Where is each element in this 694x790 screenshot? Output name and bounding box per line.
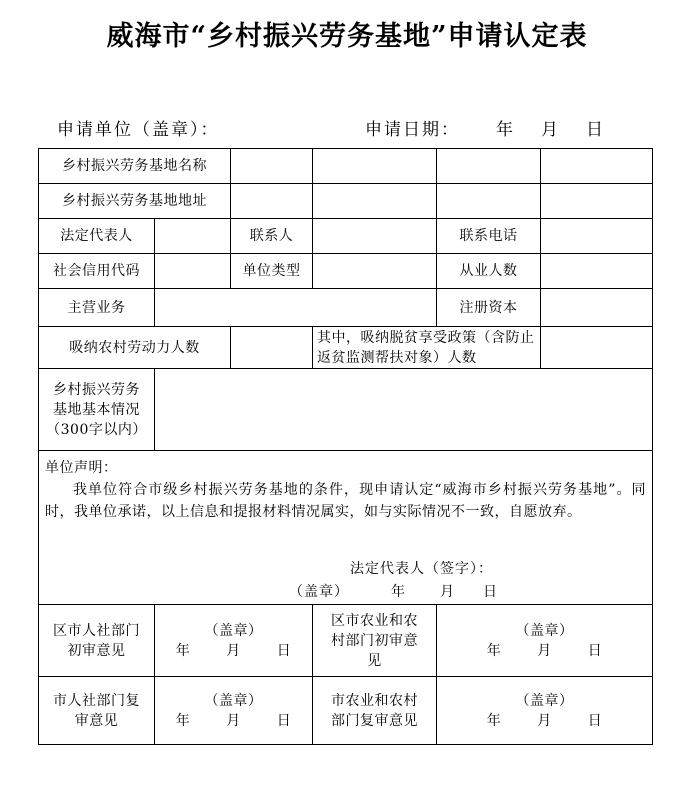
day-text: 日: [276, 712, 292, 729]
unit-type-value[interactable]: [313, 254, 437, 289]
month-text: 月: [226, 642, 241, 659]
month-text: 月: [537, 642, 552, 659]
year-text: 年: [486, 712, 502, 729]
city-agri-opinion[interactable]: [437, 677, 653, 745]
main-business-value[interactable]: [155, 289, 437, 327]
base-name-value-3[interactable]: [437, 149, 541, 184]
city-hr-stamp: （盖章）: [204, 692, 263, 709]
table-row: [39, 369, 653, 451]
city-agri-label: 市农业和农村 部门复审意见: [313, 677, 437, 745]
base-name-value-4[interactable]: [541, 149, 653, 184]
base-name-value-2[interactable]: [313, 149, 437, 184]
poverty-note-label: 其中，吸纳脱贫享受政策（含防止返贫监测帮扶对象）人数: [313, 327, 541, 369]
city-hr-date: [159, 711, 308, 731]
unit-type-label: 单位类型: [231, 254, 313, 289]
declaration-month: 月: [440, 584, 455, 600]
main-business-label: 主营业务: [39, 289, 155, 327]
district-agri-date: [441, 641, 648, 661]
basic-info-value[interactable]: [155, 369, 653, 451]
application-form-table: [38, 148, 653, 745]
district-agri-label: 区市农业和农 村部门初审意 见: [313, 605, 437, 677]
basic-info-label: 乡村振兴劳务 基地基本情况 （300字以内）: [39, 369, 155, 451]
district-agri-opinion[interactable]: [437, 605, 653, 677]
table-row: [39, 149, 653, 184]
day-text: 日: [587, 712, 603, 729]
base-address-value-1[interactable]: [231, 184, 313, 219]
year-text: 年: [175, 642, 191, 659]
day-text: 日: [587, 642, 603, 659]
table-row: [39, 677, 653, 745]
base-address-label: 乡村振兴劳务基地地址: [39, 184, 231, 219]
phone-value[interactable]: [541, 219, 653, 254]
legal-rep-label: 法定代表人: [39, 219, 155, 254]
credit-code-value[interactable]: [155, 254, 231, 289]
city-agri-stamp: （盖章）: [515, 692, 574, 709]
employees-value[interactable]: [541, 254, 653, 289]
base-address-value-3[interactable]: [437, 184, 541, 219]
declaration-cell: [39, 451, 653, 605]
table-row: [39, 289, 653, 327]
legal-rep-signature: 法定代表人（签字）：: [350, 561, 493, 577]
credit-code-label: 社会信用代码: [39, 254, 155, 289]
rural-labor-label: 吸纳农村劳动力人数: [39, 327, 231, 369]
table-row: [39, 219, 653, 254]
declaration-year: 年: [391, 584, 406, 600]
district-hr-stamp: （盖章）: [204, 622, 263, 639]
year-text: 年: [175, 712, 191, 729]
city-agri-date: [441, 711, 648, 731]
declaration-body: 我单位符合市级乡村振兴劳务基地的条件，现申请认定“威海市乡村振兴劳务基地”。同时，我单位承诺，以上信息和提报材料情况属实，如与实际情况不一致，自愿放弃。: [45, 482, 646, 520]
reg-capital-label: 注册资本: [437, 289, 541, 327]
declaration-seal-date: [289, 582, 498, 602]
year-text: 年: [486, 642, 502, 659]
city-hr-label: 市人社部门复 审意见: [39, 677, 155, 745]
legal-rep-value[interactable]: [155, 219, 231, 254]
date-year: 年: [496, 120, 515, 140]
city-hr-opinion[interactable]: [155, 677, 313, 745]
table-row: [39, 184, 653, 219]
date-day: 日: [586, 120, 605, 140]
table-row: [39, 254, 653, 289]
reg-capital-value[interactable]: [541, 289, 653, 327]
phone-label: 联系电话: [437, 219, 541, 254]
applicant-label: 申请单位（盖章）：: [57, 120, 220, 140]
table-row: [39, 605, 653, 677]
base-address-value-4[interactable]: [541, 184, 653, 219]
declaration-heading: 单位声明：: [45, 460, 118, 476]
day-text: 日: [276, 642, 292, 659]
district-hr-opinion[interactable]: [155, 605, 313, 677]
form-title: 威海市“乡村振兴劳务基地”申请认定表: [106, 21, 588, 52]
date-label: 申请日期：: [365, 120, 460, 140]
declaration-seal: （盖章）: [289, 584, 349, 600]
district-hr-label: 区市人社部门 初审意见: [39, 605, 155, 677]
base-address-value-2[interactable]: [313, 184, 437, 219]
base-name-value-1[interactable]: [231, 149, 313, 184]
table-row: [39, 327, 653, 369]
base-name-label: 乡村振兴劳务基地名称: [39, 149, 231, 184]
application-date: [365, 115, 605, 140]
contact-value[interactable]: [313, 219, 437, 254]
district-hr-date: [159, 641, 308, 661]
rural-labor-value[interactable]: [231, 327, 313, 369]
month-text: 月: [537, 712, 552, 729]
date-month: 月: [541, 120, 560, 140]
month-text: 月: [226, 712, 241, 729]
poverty-note-value[interactable]: [541, 327, 653, 369]
declaration-day: 日: [483, 584, 498, 600]
district-agri-stamp: （盖章）: [515, 622, 574, 639]
contact-label: 联系人: [231, 219, 313, 254]
employees-label: 从业人数: [437, 254, 541, 289]
table-row: [39, 451, 653, 605]
